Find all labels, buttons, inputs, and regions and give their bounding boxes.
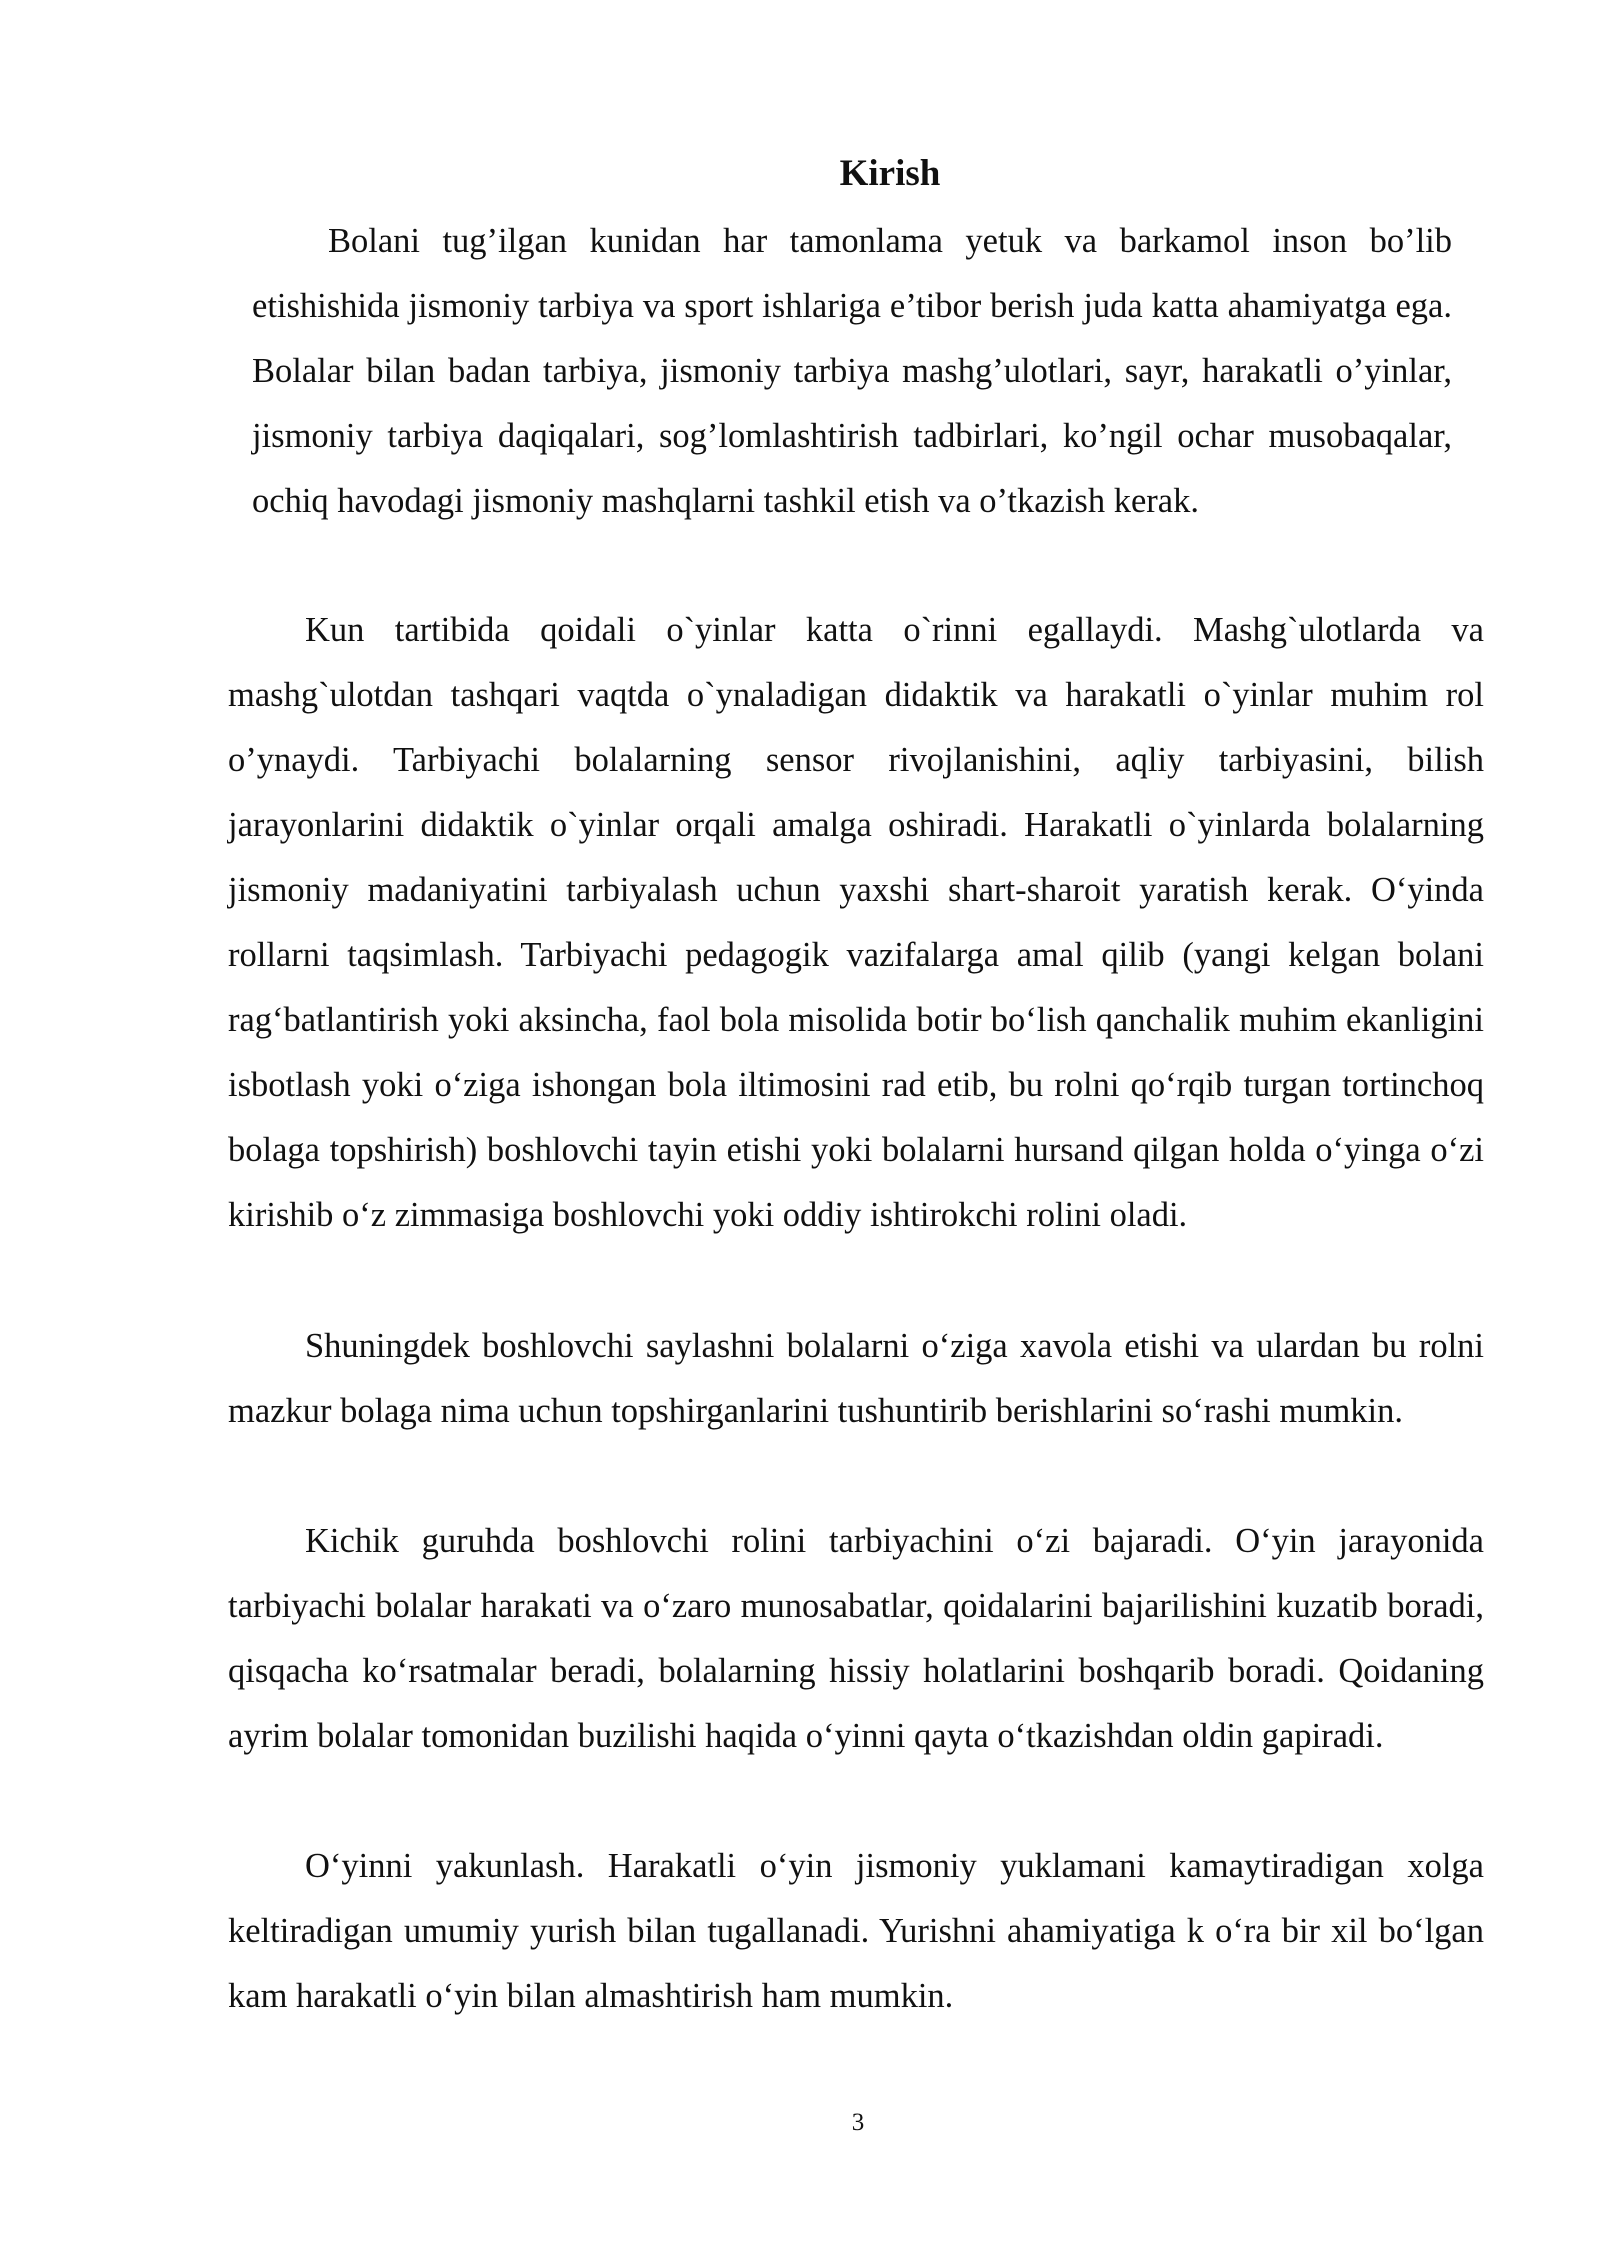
paragraph-rule-games: Kun tartibida qoidali o`yinlar katta o`rinni egallaydi. Mashg`ulotlarda va mashg`ulotdan tashqari vaqtda o`ynaladigan didaktik va harakatli o`yinlar muhim rol o’ynaydi. Tarbiyachi bolalarning sensor rivojlanishini, aqliy tarbiyasini, bilish jarayonlarini didaktik o`yinlar orqali amalga oshiradi. Harakatli o`yinlarda bolalarning jismoniy madaniyatini tarbiyalash uchun yaxshi shart-sharoit yaratish kerak. O‘yinda rollarni taqsimlash. Tarbiyachi pedagogik vazifalarga amal qilib (yangi kelgan bolani rag‘batlantirish yoki aksincha, faol bola misolida botir bo‘lish qanchalik muhim ekanligini isbotlash yoki o‘ziga ishongan bola iltimosini rad etib, bu rolni qo‘rqib turgan tortinchoq bolaga topshirish) boshlovchi tayin etishi yoki bolalarni hursand qilgan holda o‘yinga o‘zi kirishib o‘z zimmasiga boshlovchi yoki oddiy ishtirokchi rolini oladi.: [228, 611, 1484, 1234]
page-number: 3: [851, 2109, 865, 2136]
paragraph-game-ending: O‘yinni yakunlash. Harakatli o‘yin jismoniy yuklamani kamaytiradigan xolga keltiradigan umumiy yurish bilan tugallanadi. Yurishni ahamiyatiga k o‘ra bir xil bo‘lgan kam harakatli o‘yin bilan almashtirish ham mumkin.: [228, 1847, 1484, 2015]
section-title: Kirish: [839, 153, 941, 194]
paragraph-small-group: Kichik guruhda boshlovchi rolini tarbiyachini o‘zi bajaradi. O‘yin jarayonida tarbiyachi bolalar harakati va o‘zaro munosabatlar, qoidalarini bajarilishini kuzatib boradi, qisqacha ko‘rsatmalar beradi, bolalarning hissiy holatlarini boshqarib boradi. Qoidaning ayrim bolalar tomonidan buzilishi haqida o‘yinni qayta o‘tkazishdan oldin gapiradi.: [228, 1522, 1484, 1755]
paragraph-intro: Bolani tug’ilgan kunidan har tamonlama yetuk va barkamol inson bo’lib etishishida jismoniy tarbiya va sport ishlariga e’tibor berish juda katta ahamiyatga ega. Bolalar bilan badan tarbiya, jismoniy tarbiya mashg’ulotlari, sayr, harakatli o’yinlar, jismoniy tarbiya daqiqalari, sog’lomlashtirish tadbirlari, ko’ngil ochar musobaqalar, ochiq havodagi jismoniy mashqlarni tashkil etish va o’tkazish kerak.: [252, 222, 1452, 520]
paragraph-leader-selection: Shuningdek boshlovchi saylashni bolalarni o‘ziga xavola etishi va ulardan bu rolni mazkur bolaga nima uchun topshirganlarini tushuntirib berishlarini so‘rashi mumkin.: [228, 1327, 1484, 1430]
